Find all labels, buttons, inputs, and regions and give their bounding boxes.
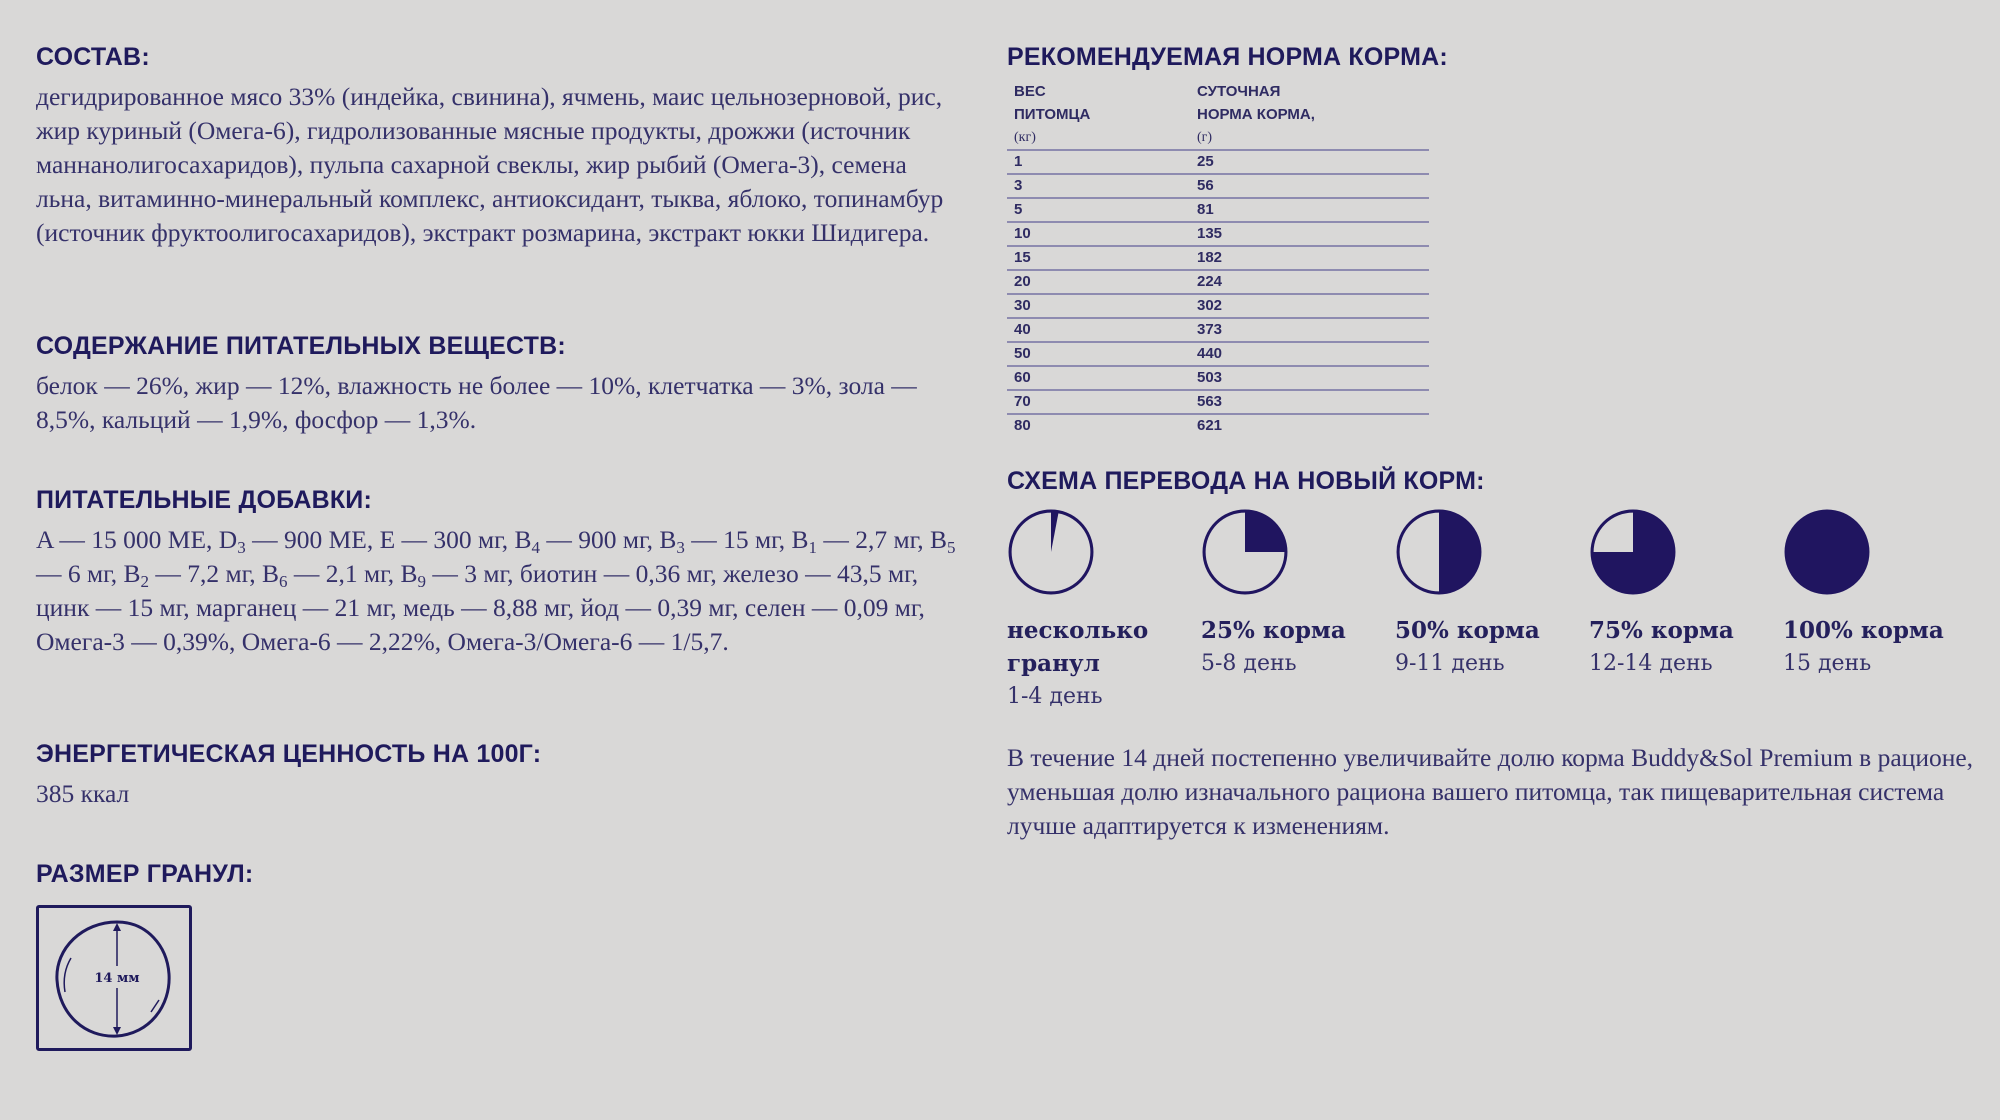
cell-daily-norm: 373 — [1190, 318, 1429, 342]
stage-days: 15 день — [1783, 651, 1872, 676]
composition-section — [36, 40, 956, 250]
cell-daily-norm: 503 — [1190, 366, 1429, 390]
transition-stage — [1589, 508, 1783, 714]
additive-item: $B_6$ — 2,1 мг, — [261, 559, 401, 591]
additive-item: биотин — 0,36 мг, — [519, 559, 724, 588]
cell-daily-norm: 135 — [1190, 222, 1429, 246]
composition-text: дегидрированное мясо 33% (индейка, свинина), ячмень, маис цельнозерновой, рис, жир куриный (Омега-6), гидролизованные мясные продукты, дрожжи (источник маннанолигосахаридов), пульпа сахарной свеклы, жир рыбий (Омега-3), семена льна, витаминно-минеральный комплекс, антиоксидант, тыква, яблоко, топинамбур (источник фруктоолигосахаридов), экстракт розмарина, экстракт юкки Шидигера. — [36, 82, 944, 247]
cell-weight: 3 — [1007, 174, 1190, 198]
table-row — [1007, 198, 1429, 222]
transition-stage — [1007, 508, 1201, 714]
pie-progress-icon — [1783, 508, 1871, 596]
additive-item: Омега-3/Омега-6 — 1/5,7. — [447, 627, 729, 656]
energy-section — [36, 737, 541, 811]
transition-title: СХЕМА ПЕРЕВОДА НА НОВЫЙ КОРМ: — [1007, 467, 1485, 495]
stage-label: 100% корма — [1783, 617, 1944, 644]
nutrients-title: СОДЕРЖАНИЕ ПИТАТЕЛЬНЫХ ВЕЩЕСТВ: — [36, 332, 566, 360]
feeding-norm-section — [1007, 40, 1448, 437]
additive-item: йод — 0,39 мг, — [580, 593, 745, 622]
granule-title: РАЗМЕР ГРАНУЛ: — [36, 860, 254, 888]
cell-daily-norm: 182 — [1190, 246, 1429, 270]
additive-item: $B_3$ — 15 мг, — [659, 525, 792, 557]
additives-title: ПИТАТЕЛЬНЫЕ ДОБАВКИ: — [36, 486, 372, 514]
stage-label: 25% корма — [1201, 617, 1346, 644]
additive-item: $B_2$ — 7,2 мг, — [123, 559, 262, 591]
additive-item: железо — 43,5 мг, — [723, 559, 919, 588]
stage-days: 5-8 день — [1201, 651, 1297, 676]
table-header-row — [1007, 80, 1429, 150]
table-row — [1007, 222, 1429, 246]
cell-daily-norm: 224 — [1190, 270, 1429, 294]
stage-days: 12-14 день — [1589, 651, 1713, 676]
cell-weight: 1 — [1007, 150, 1190, 174]
table-row — [1007, 366, 1429, 390]
granule-icon — [39, 908, 189, 1048]
cell-weight: 50 — [1007, 342, 1190, 366]
additive-item: A — 15 000 МЕ, — [36, 525, 219, 554]
pie-progress-icon — [1395, 508, 1483, 596]
additive-item: $B_9$ — 3 мг, — [400, 559, 520, 591]
cell-weight: 10 — [1007, 222, 1190, 246]
nutrients-text: белок — 26%, жир — 12%, влажность не более — 10%, клетчатка — 3%, зола — 8,5%, кальций — 1,9%, фосфор — 1,3%. — [36, 371, 917, 434]
stage-label: несколько гранул — [1007, 617, 1149, 677]
cell-weight: 60 — [1007, 366, 1190, 390]
additive-item: $B_1$ — 2,7 мг, — [791, 525, 930, 557]
table-row — [1007, 270, 1429, 294]
table-row — [1007, 342, 1429, 366]
table-row — [1007, 174, 1429, 198]
additive-item: $B_5$ — 6 мг, — [36, 525, 956, 588]
cell-daily-norm: 563 — [1190, 390, 1429, 414]
pie-progress-icon — [1007, 508, 1095, 596]
cell-daily-norm: 302 — [1190, 294, 1429, 318]
energy-title: ЭНЕРГЕТИЧЕСКАЯ ЦЕННОСТЬ НА 100Г: — [36, 740, 542, 768]
additive-item: марганец — 21 мг, — [195, 593, 403, 622]
transition-section — [1007, 464, 1987, 714]
cell-daily-norm: 25 — [1190, 150, 1429, 174]
table-row — [1007, 414, 1429, 437]
transition-stage — [1201, 508, 1395, 714]
transition-note: В течение 14 дней постепенно увеличивайте долю корма Buddy&Sol Premium в рационе, уменьшая долю изначального рациона вашего питомца, так пищеварительная система лучше адаптируется к изменениям. — [1007, 743, 1974, 840]
column-header-daily-norm: СУТОЧНАЯ НОРМА КОРМА, (г) — [1197, 83, 1315, 145]
table-row — [1007, 318, 1429, 342]
cell-weight: 70 — [1007, 390, 1190, 414]
additive-item: $D_3$ — 900 МЕ, — [218, 525, 380, 557]
transition-stages — [1007, 508, 1987, 714]
table-row — [1007, 390, 1429, 414]
cell-daily-norm: 56 — [1190, 174, 1429, 198]
additive-item: Омега-6 — 2,22%, — [241, 627, 448, 656]
composition-title: СОСТАВ: — [36, 43, 150, 71]
cell-weight: 20 — [1007, 270, 1190, 294]
cell-daily-norm: 440 — [1190, 342, 1429, 366]
transition-stage — [1395, 508, 1589, 714]
transition-note-section — [1007, 741, 1987, 843]
additives-text — [36, 523, 956, 659]
nutrients-section — [36, 329, 956, 437]
additive-item: медь — 8,88 мг, — [402, 593, 581, 622]
additive-item: селен — 0,09 мг, — [744, 593, 925, 622]
table-row — [1007, 150, 1429, 174]
stage-days: 1-4 день — [1007, 684, 1103, 709]
additive-item: Омега-3 — 0,39%, — [36, 627, 242, 656]
granule-size-illustration — [36, 905, 192, 1051]
stage-label: 50% корма — [1395, 617, 1540, 644]
column-header-weight: ВЕС ПИТОМЦА (кг) — [1014, 83, 1091, 145]
stage-days: 9-11 день — [1395, 651, 1505, 676]
cell-weight: 5 — [1007, 198, 1190, 222]
granule-section — [36, 857, 253, 1051]
additives-section — [36, 483, 956, 659]
stage-label: 75% корма — [1589, 617, 1734, 644]
additive-item: $B_4$ — 900 мг, — [514, 525, 660, 557]
cell-daily-norm: 81 — [1190, 198, 1429, 222]
transition-stage — [1783, 508, 1977, 714]
cell-daily-norm: 621 — [1190, 414, 1429, 437]
table-row — [1007, 246, 1429, 270]
svg-text:14 мм: 14 мм — [94, 971, 140, 986]
feeding-norm-table — [1007, 80, 1429, 437]
pie-progress-icon — [1201, 508, 1289, 596]
cell-weight: 40 — [1007, 318, 1190, 342]
pie-progress-icon — [1589, 508, 1677, 596]
additive-item: E — 300 мг, — [379, 525, 515, 554]
cell-weight: 80 — [1007, 414, 1190, 437]
energy-value: 385 ккал — [36, 779, 130, 808]
norm-title: РЕКОМЕНДУЕМАЯ НОРМА КОРМА: — [1007, 43, 1448, 71]
additive-item: цинк — 15 мг, — [36, 593, 196, 622]
table-row — [1007, 294, 1429, 318]
cell-weight: 15 — [1007, 246, 1190, 270]
cell-weight: 30 — [1007, 294, 1190, 318]
